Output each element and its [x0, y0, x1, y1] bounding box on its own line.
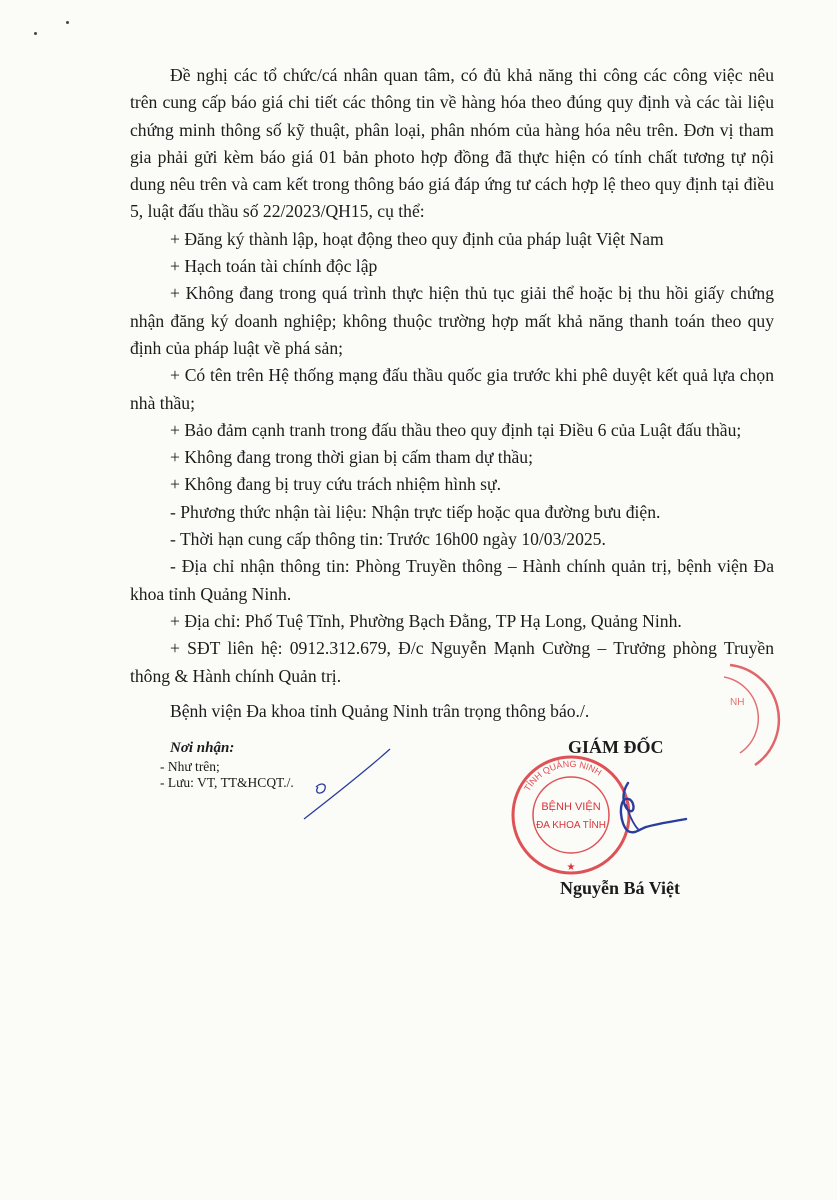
seal-ring-text: TỈNH QUẢNG NINH [522, 758, 604, 793]
requirement-item: + Bảo đảm cạnh tranh trong đấu thầu theo quy định tại Điều 6 của Luật đấu thầu; [170, 419, 742, 440]
scan-speck [34, 32, 37, 35]
intro-paragraph: Đề nghị các tổ chức/cá nhân quan tâm, có đủ khả năng thi công các công việc nêu trên cung cấp báo giá chi tiết các thông tin về hàng hóa theo đúng quy định và các tài liệu chứng minh thông số kỹ thuật, phân loại, phân nhóm của hàng hóa nêu trên. Đơn vị tham gia phải gửi kèm báo giá 01 bản photo hợp đồng đã thực hiện có tính chất tương tự nội dung nêu trên và cam kết trong thông báo giá đáp ứng tư cách hợp lệ theo quy định tại điều 5, luật đấu thầu số 22/2023/QH15, cụ thể: [130, 65, 774, 222]
method-line: - Phương thức nhận tài liệu: Nhận trực tiếp hoặc qua đường bưu điện. [170, 501, 661, 522]
requirement-item: + Có tên trên Hệ thống mạng đấu thầu quốc gia trước khi phê duyệt kết quả lựa chọn nhà thầu; [130, 365, 774, 413]
deadline-line: - Thời hạn cung cấp thông tin: Trước 16h00 ngày 10/03/2025. [170, 529, 606, 550]
requirement-item: + Không đang trong thời gian bị cấm tham dự thầu; [170, 447, 533, 468]
receive-place-line: - Địa chỉ nhận thông tin: Phòng Truyền thông – Hành chính quản trị, bệnh viện Đa khoa tỉnh Quảng Ninh. [130, 556, 774, 604]
requirement-item: + Không đang trong quá trình thực hiện thủ tục giải thể hoặc bị thu hồi giấy chứng nhận đăng ký doanh nghiệp; không thuộc trường hợp mất khả năng thanh toán theo quy định của pháp luật về phá sản; [130, 283, 774, 358]
seal-line-2: ĐA KHOA TỈNH [536, 820, 606, 831]
scan-speck [66, 21, 69, 24]
partial-seal-stamp [700, 655, 810, 775]
letter-body [130, 62, 774, 725]
address-line: + Địa chỉ: Phố Tuệ Tĩnh, Phường Bạch Đằng, TP Hạ Long, Quảng Ninh. [170, 610, 682, 631]
closing-line: Bệnh viện Đa khoa tỉnh Quảng Ninh trân trọng thông báo./. [170, 700, 590, 721]
requirement-item: + Đăng ký thành lập, hoạt động theo quy định của pháp luật Việt Nam [170, 228, 664, 249]
recipient-item: - Lưu: VT, TT&HCQT./. [160, 775, 294, 790]
requirement-item: + Hạch toán tài chính độc lập [170, 256, 378, 277]
director-title: GIÁM ĐỐC [568, 737, 664, 757]
recipients-title: Nơi nhận: [170, 740, 235, 756]
svg-text:★: ★ [566, 862, 576, 873]
signer-name: Nguyễn Bá Việt [560, 878, 681, 898]
recipient-item: - Như trên; [160, 758, 220, 774]
phone-line: + SĐT liên hệ: 0912.312.679, Đ/c Nguyễn Mạnh Cường – Trưởng phòng Truyền thông & Hành chính Quản trị. [130, 638, 774, 686]
initials-pen-mark [290, 745, 400, 825]
requirement-item: + Không đang bị truy cứu trách nhiệm hình sự. [170, 474, 501, 495]
svg-text:NH: NH [730, 697, 745, 708]
seal-line-1: BỆNH VIỆN [541, 801, 601, 813]
handwritten-signature [590, 775, 700, 845]
